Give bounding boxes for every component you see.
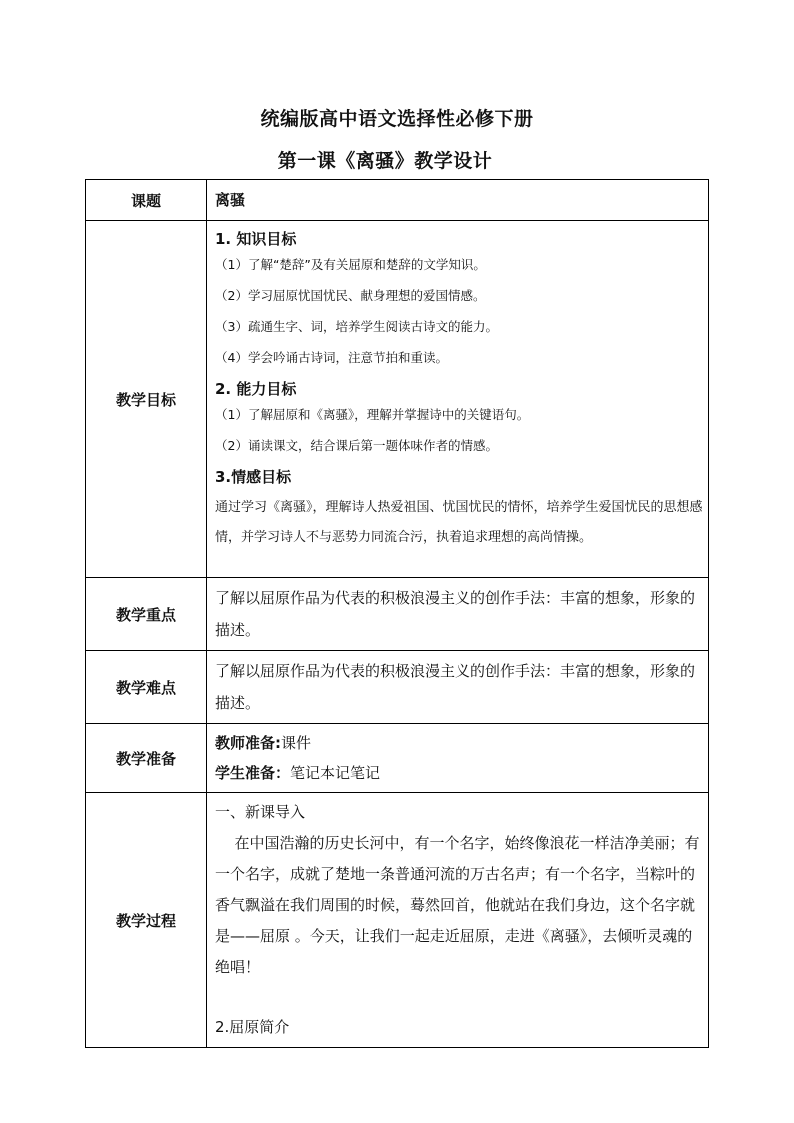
ability-item: （2）诵读课文，结合课后第一题体味作者的情感。 bbox=[215, 438, 498, 453]
table-row-preparation bbox=[86, 724, 709, 793]
row-label-topic: 课题 bbox=[86, 180, 207, 221]
knowledge-item: （3）疏通生字、词，培养学生阅读古诗文的能力。 bbox=[215, 319, 498, 334]
row-label-key-points: 教学重点 bbox=[86, 578, 207, 651]
knowledge-item: （4）学会吟诵古诗词，注意节拍和重读。 bbox=[215, 350, 448, 365]
process-section-heading: 一、新课导入 bbox=[215, 803, 306, 821]
table-row-goals bbox=[86, 221, 709, 578]
table-row-difficulties bbox=[86, 651, 709, 724]
teacher-preparation-value: 课件 bbox=[281, 734, 312, 752]
emotion-goal-heading: 3.情感目标 bbox=[215, 468, 292, 486]
row-label-difficulties: 教学难点 bbox=[86, 651, 207, 724]
difficulties-cell bbox=[207, 651, 709, 724]
ability-goal-heading: 2. 能力目标 bbox=[215, 380, 297, 398]
ability-item: （1）了解屈原和《离骚》，理解并掌握诗中的关键语句。 bbox=[215, 407, 530, 422]
knowledge-item: （1）了解“楚辞”及有关屈原和楚辞的文学知识。 bbox=[215, 257, 486, 272]
topic-value: 离骚 bbox=[207, 180, 709, 221]
emotion-goal-text: 通过学习《离骚》，理解诗人热爱祖国、忧国忧民的情怀，培养学生爱国忧民的思想感情，并学习诗人不与恶势力同流合污，执着追求理想的高尚情操。 bbox=[215, 500, 703, 545]
process-intro-text: 在中国浩瀚的历史长河中，有一个名字，始终像浪花一样洁净美丽；有一个名字，成就了楚地一条普通河流的万古名声；有一个名字，当粽叶的香气飘溢在我们周围的时候，蓦然回首，他就站在我们身边，这个名字就是——屈原 。今天，让我们一起走近屈原，走进《离骚》，去倾听灵魂的绝唱！ bbox=[215, 834, 700, 976]
teacher-preparation bbox=[215, 728, 704, 758]
goals-cell bbox=[207, 221, 709, 578]
document-subtitle: 第一课《离骚》教学设计 bbox=[277, 150, 493, 172]
table-row-process bbox=[86, 793, 709, 1048]
student-preparation-value: 笔记本记笔记 bbox=[290, 764, 381, 782]
row-label-process: 教学过程 bbox=[86, 793, 207, 1048]
preparation-cell bbox=[207, 724, 709, 793]
key-points-cell bbox=[207, 578, 709, 651]
row-label-goals: 教学目标 bbox=[86, 221, 207, 578]
row-label-preparation: 教学准备 bbox=[86, 724, 207, 793]
process-section-heading: 2.屈原简介 bbox=[215, 1018, 290, 1036]
difficulties-text: 了解以屈原作品为代表的积极浪漫主义的创作手法：丰富的想象，形象的描述。 bbox=[215, 662, 696, 712]
lesson-plan-table bbox=[85, 179, 709, 1048]
knowledge-item: （2）学习屈原忧国忧民、献身理想的爱国情感。 bbox=[215, 288, 486, 303]
student-preparation bbox=[215, 758, 704, 788]
process-cell bbox=[207, 793, 709, 1048]
teacher-preparation-label: 教师准备: bbox=[215, 734, 281, 752]
document-title: 统编版高中语文选择性必修下册 bbox=[260, 108, 534, 130]
table-row-topic bbox=[86, 180, 709, 221]
knowledge-goal-heading: 1. 知识目标 bbox=[215, 230, 297, 248]
key-points-text: 了解以屈原作品为代表的积极浪漫主义的创作手法：丰富的想象，形象的描述。 bbox=[215, 589, 696, 639]
student-preparation-label: 学生准备： bbox=[215, 764, 291, 782]
table-row-key-points bbox=[86, 578, 709, 651]
